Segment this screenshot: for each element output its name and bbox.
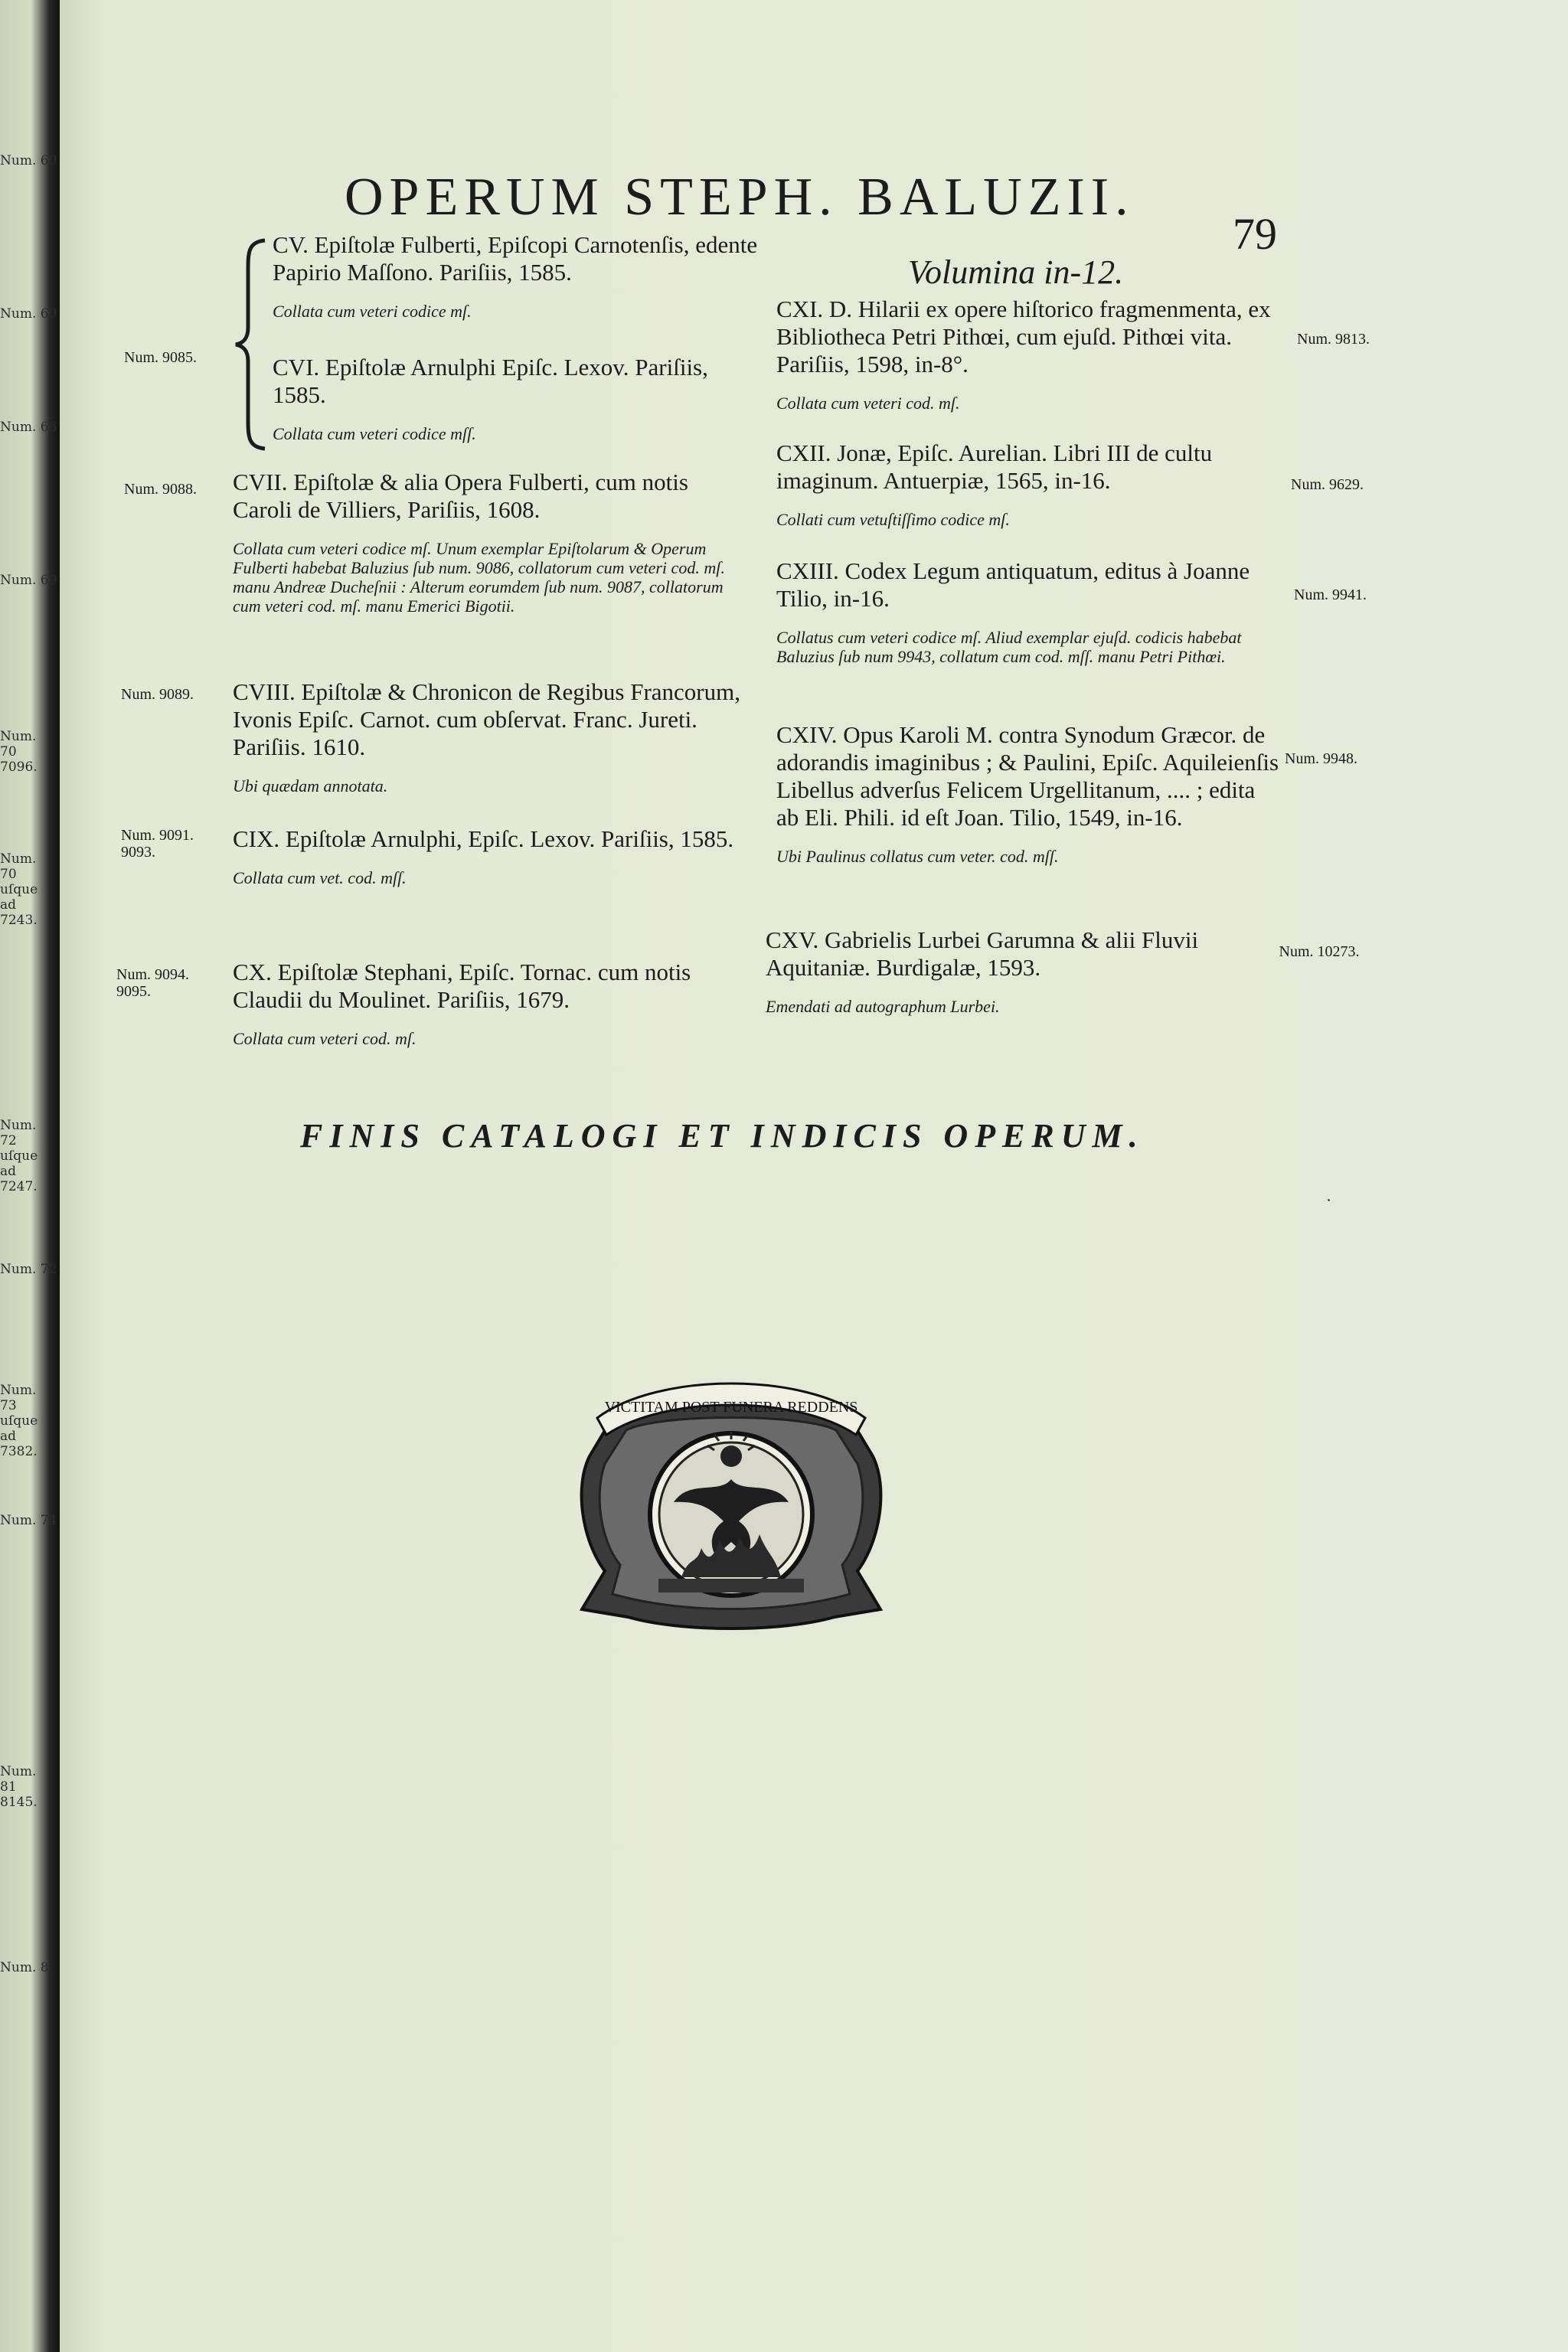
entry-cxii <box>776 439 1282 529</box>
entry-text: CIX. Epiſtolæ Arnulphi, Epiſc. Lexov. Pariſiis, 1585. <box>233 825 734 852</box>
entry-text: CXI. D. Hilarii ex opere hiſtorico fragmenmenta, ex Bibliotheca Petri Pithœi, cum ejuſd. Pithœi vita. Pariſiis, 1598, in-8°. <box>776 296 1271 377</box>
entry-note: Emendati ad autographum Lurbei. <box>766 997 1000 1016</box>
gutter-label: Num. 69 <box>0 573 57 588</box>
num-label: Num. 9948. <box>1285 750 1357 767</box>
entry-cxiii <box>776 557 1282 666</box>
gutter-label: Num. 72 <box>0 1262 57 1277</box>
num-label: Num. 9089. <box>121 686 194 703</box>
entry-text: CV. Epiſtolæ Fulberti, Epiſcopi Carnotenſis, edente Papirio Maſſono. Pariſiis, 1585. <box>273 231 758 286</box>
entry-cxi <box>776 296 1282 413</box>
entry-cviii <box>233 678 753 795</box>
section-title: Volumina in-12. <box>908 253 1124 291</box>
finis-line: FINIS CATALOGI ET INDICIS OPERUM. <box>300 1117 1145 1155</box>
num-label: Num. 10273. <box>1279 943 1360 960</box>
entry-text: CXIV. Opus Karoli M. contra Synodum Græcor. de adorandis imaginibus ; & Paulini, Epiſc. Aquileienſis Libellus adverſus Felicem Urgellitanum, .... ; edita ab Eli. Phili. id eſt Joan. Tilio, 1549, in-16. <box>776 721 1279 831</box>
page-title: OPERUM STEPH. BALUZII. <box>345 168 1135 227</box>
entry-text: CXV. Gabrielis Lurbei Garumna & alii Fluvii Aquitaniæ. Burdigalæ, 1593. <box>766 926 1199 981</box>
num-label: Num. 9813. <box>1297 331 1370 348</box>
emblem-motto: VICTITAM POST FUNERA REDDENS <box>604 1399 858 1416</box>
entry-note: Collata cum veteri codice mſſ. <box>273 424 476 443</box>
gutter-label: Num. 70 uſque ad 7243. <box>0 851 38 928</box>
entry-text: CX. Epiſtolæ Stephani, Epiſc. Tornac. cum notis Claudii du Moulinet. Pariſiis, 1679. <box>233 959 691 1013</box>
entry-text: CVIII. Epiſtolæ & Chronicon de Regibus Francorum, Ivonis Epiſc. Carnot. cum obſervat. Franc. Jureti. Pariſiis. 1610. <box>233 678 740 760</box>
phoenix-emblem-icon <box>567 1364 896 1640</box>
entry-cvi <box>273 354 763 443</box>
gutter-label: Num. 81 8145. <box>0 1764 38 1810</box>
ink-speck <box>1328 1199 1330 1201</box>
page-number: 79 <box>1233 209 1277 259</box>
entry-cvii <box>233 469 753 616</box>
gutter-label: Num. 63 <box>0 420 57 435</box>
gutter-label: Num. 8 <box>0 1960 49 1975</box>
entry-note: Collata cum veteri cod. mſ. <box>233 1029 416 1048</box>
entry-text: CXII. Jonæ, Epiſc. Aurelian. Libri III de cultu imaginum. Antuerpiæ, 1565, in-16. <box>776 439 1213 494</box>
num-label: Num. 9091. 9093. <box>121 827 194 861</box>
num-label: Num. 9088. <box>124 481 197 498</box>
entry-note: Collatus cum veteri codice mſ. Aliud exemplar ejuſd. codicis habebat Baluzius ſub num 9943, collatum cum cod. mſſ. manu Petri Pithœi. <box>776 628 1242 666</box>
entry-note: Collata cum veteri cod. mſ. <box>776 394 960 413</box>
entry-note: Ubi Paulinus collatus cum veter. cod. mſſ. <box>776 847 1059 866</box>
entry-text: CXIII. Codex Legum antiquatum, editus à Joanne Tilio, in-16. <box>776 557 1250 612</box>
entry-note: Ubi quædam annotata. <box>233 776 388 795</box>
entry-text: CVII. Epiſtolæ & alia Opera Fulberti, cum notis Caroli de Villiers, Pariſiis, 1608. <box>233 469 688 523</box>
gutter-label: Num. 60 <box>0 306 57 322</box>
num-label: Num. 9094. 9095. <box>116 966 189 1000</box>
num-label: Num. 9629. <box>1291 476 1364 493</box>
entry-note: Collati cum vetuſtiſſimo codice mſ. <box>776 510 1010 529</box>
entry-cxiv <box>776 721 1282 866</box>
entry-cx <box>233 959 753 1048</box>
entry-note: Collata cum veteri codice mſ. <box>273 302 472 321</box>
gutter-label: Num. 73 uſque ad 7382. <box>0 1383 38 1459</box>
brace-icon <box>231 237 271 452</box>
num-label: Num. 9941. <box>1294 586 1367 603</box>
gutter-label: Num. 72 uſque ad 7247. <box>0 1118 38 1194</box>
entry-note: Collata cum vet. cod. mſſ. <box>233 868 407 887</box>
book-gutter <box>0 0 60 2352</box>
entry-cxv <box>766 926 1279 1016</box>
entry-note: Collata cum veteri codice mſ. Unum exemplar Epiſtolarum & Operum Fulberti habebat Baluzius ſub num. 9086, collatorum cum veteri cod. mſ. manu Andreæ Ducheſnii : Alterum eorumdem ſub num. 9087, collatorum cum veteri cod. mſ. manu Emerici Bigotii. <box>233 539 725 616</box>
entry-text: CVI. Epiſtolæ Arnulphi Epiſc. Lexov. Pariſiis, 1585. <box>273 354 708 408</box>
gutter-label: Num. 70 7096. <box>0 729 38 775</box>
gutter-label: Num. 74 <box>0 1513 57 1528</box>
num-label: Num. 9085. <box>124 349 197 366</box>
entry-cv <box>273 231 763 321</box>
gutter-label: Num. 60 <box>0 153 57 168</box>
entry-cix <box>233 825 753 887</box>
